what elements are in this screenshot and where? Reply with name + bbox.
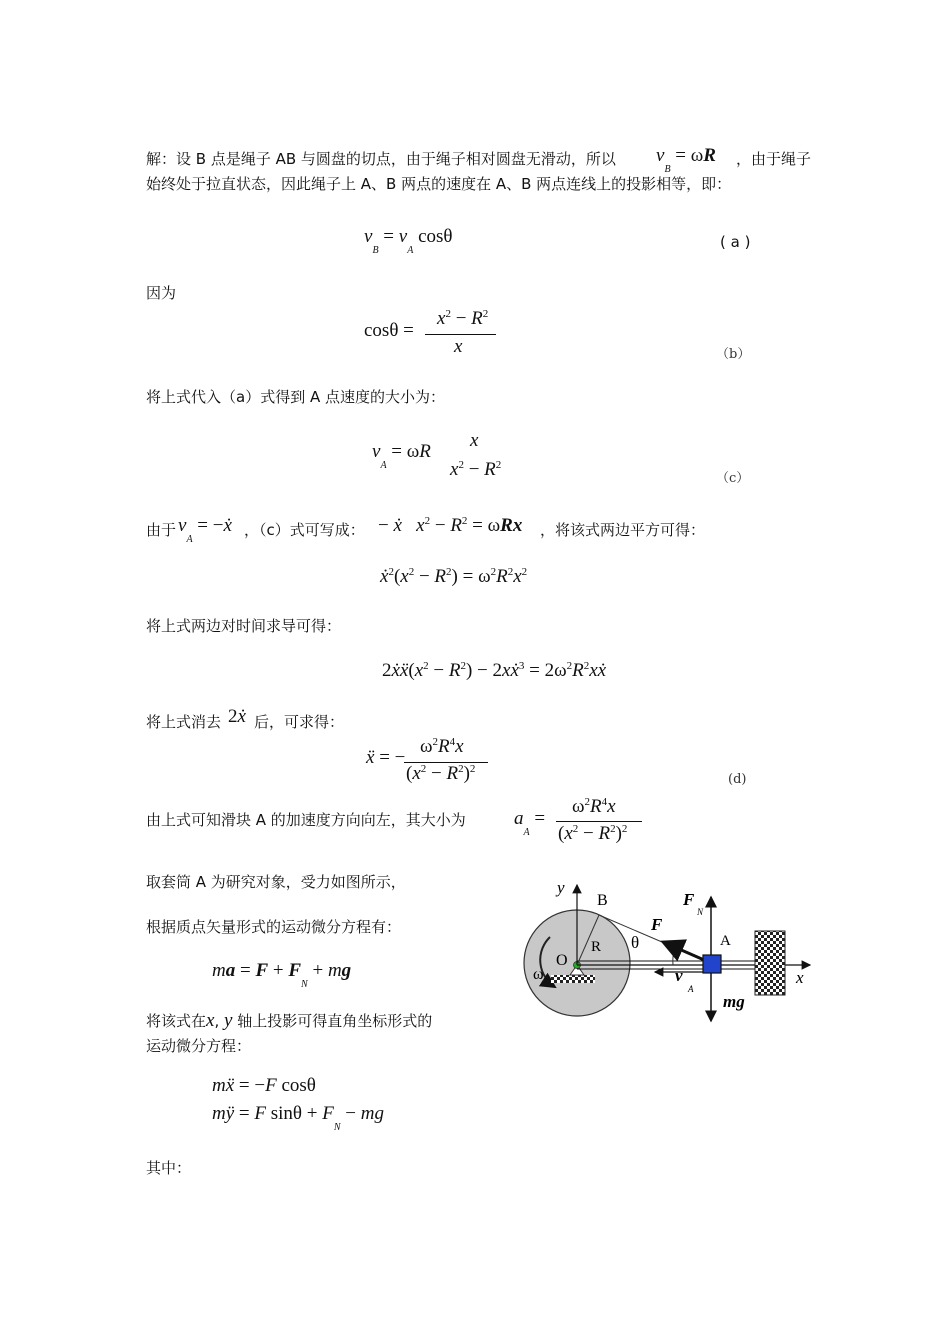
- take-body-text: 取套筒 A 为研究对象，受力如图所示，: [146, 873, 406, 891]
- label-vA: v: [675, 966, 683, 985]
- equation-b-lhs: cosθ =: [364, 320, 414, 341]
- equation-b-fraction-bar: [425, 334, 496, 335]
- substitute-text: 将上式代入（a）式得到 A 点速度的大小为：: [146, 388, 445, 406]
- formula-vA-minus-xdot: $v_A$ = −ẋ: [178, 515, 232, 545]
- equation-vector: ma = $F + F_N$ + mg: [212, 960, 352, 990]
- label-omega: ω: [533, 966, 544, 983]
- paragraph-1-line-1: 解：设 B 点是绳子 AB 与圆盘的切点，由于绳子相对圆盘无滑动，所以: [146, 150, 616, 168]
- p4-text-c: ，将该式两边平方可得：: [540, 521, 706, 539]
- equation-d-numerator: $\omega^2R^4x$: [420, 736, 464, 757]
- eliminate-text-a: 将上式消去: [146, 713, 222, 731]
- equation-c-denominator: $x^2 - R^2$: [450, 459, 502, 480]
- label-FN: F: [683, 890, 695, 909]
- equation-label-a: ( a ): [720, 233, 751, 251]
- equation-d-denominator: $(x^2 - R^2)^2$: [406, 763, 476, 784]
- formula-aA-lhs: $a_A$ =: [514, 808, 546, 838]
- equation-x-component: mẍ = −F cosθ: [212, 1075, 316, 1096]
- equation-derivative: $2ẋẍ(x^2 - R^2)$ − 2xẋ$^3$ = $2\omega^2R^2xẋ$: [382, 660, 607, 681]
- label-B: B: [597, 892, 608, 909]
- equation-b-numerator: $x^2 - R^2$: [437, 308, 489, 329]
- label-x: x: [796, 968, 804, 987]
- label-A: A: [720, 933, 731, 949]
- label-theta: θ: [631, 933, 640, 952]
- formula-aA-denominator: $(x^2 - R^2)^2$: [558, 823, 628, 844]
- vector-form-text: 根据质点矢量形式的运动微分方程有：: [146, 918, 402, 936]
- equation-c-numerator: x: [470, 430, 479, 451]
- paragraph-1-line-2: 始终处于拉直状态，因此绳子上 A、B 两点的速度在 A、B 两点连线上的投影相等，即：: [146, 175, 732, 193]
- label-F: F: [651, 915, 663, 934]
- because-text: 因为: [146, 284, 177, 302]
- formula-vB-omegaR: $v_B = \omega R$: [656, 145, 716, 175]
- p4-text-a: 由于: [146, 521, 177, 539]
- equation-a: $v_B = v_A$ cosθ: [364, 226, 453, 256]
- differentiate-text: 将上式两边对时间求导可得：: [146, 617, 342, 635]
- paragraph-1-line-1-end: ，由于绳子: [736, 150, 812, 168]
- slider-A: [703, 955, 721, 973]
- equation-label-b: （b）: [716, 347, 751, 362]
- formula-2xdot: 2ẋ: [228, 706, 246, 727]
- formula-aA-numerator: $\omega^2R^4x$: [572, 796, 616, 817]
- project-text-line-2: 运动微分方程：: [146, 1037, 252, 1055]
- equation-label-c: （c）: [716, 471, 750, 486]
- label-y: y: [557, 878, 565, 897]
- label-vA-sub: A: [688, 984, 694, 994]
- label-mg: mg: [723, 992, 745, 1011]
- formula-c-rewritten: − ẋ $x^2 - R^2 = \omega Rx$: [378, 515, 523, 536]
- equation-c-lhs: $v_A = \omega R$: [372, 441, 431, 471]
- pivot-ground: [551, 975, 595, 983]
- label-R: R: [591, 939, 602, 955]
- label-FN-sub: N: [697, 907, 704, 917]
- label-O: O: [556, 952, 568, 969]
- equation-label-d: (d): [728, 772, 747, 787]
- equation-d-lhs: ẍ = −: [366, 747, 406, 768]
- formula-aA-fraction-bar: [556, 821, 642, 822]
- where-text: 其中：: [146, 1159, 192, 1177]
- equation-squared: $ẋ^2(x^2 - R^2) = \omega^2R^2x^2$: [380, 566, 528, 587]
- eliminate-text-b: 后，可求得：: [254, 713, 345, 731]
- fixed-wall: [755, 931, 785, 995]
- project-text-line-1: 将该式在x, y 轴上投影可得直角坐标形式的: [146, 1010, 433, 1031]
- theta-arc: [673, 948, 675, 965]
- p4-text-b: ，（c）式可写成：: [244, 521, 365, 539]
- force-diagram: [515, 875, 815, 1035]
- accel-desc-text: 由上式可知滑块 A 的加速度方向向左，其大小为: [146, 811, 466, 829]
- equation-b-denominator: x: [454, 336, 463, 357]
- equation-y-component: mÿ = F $\sin\theta + F_N$ − mg: [212, 1103, 384, 1133]
